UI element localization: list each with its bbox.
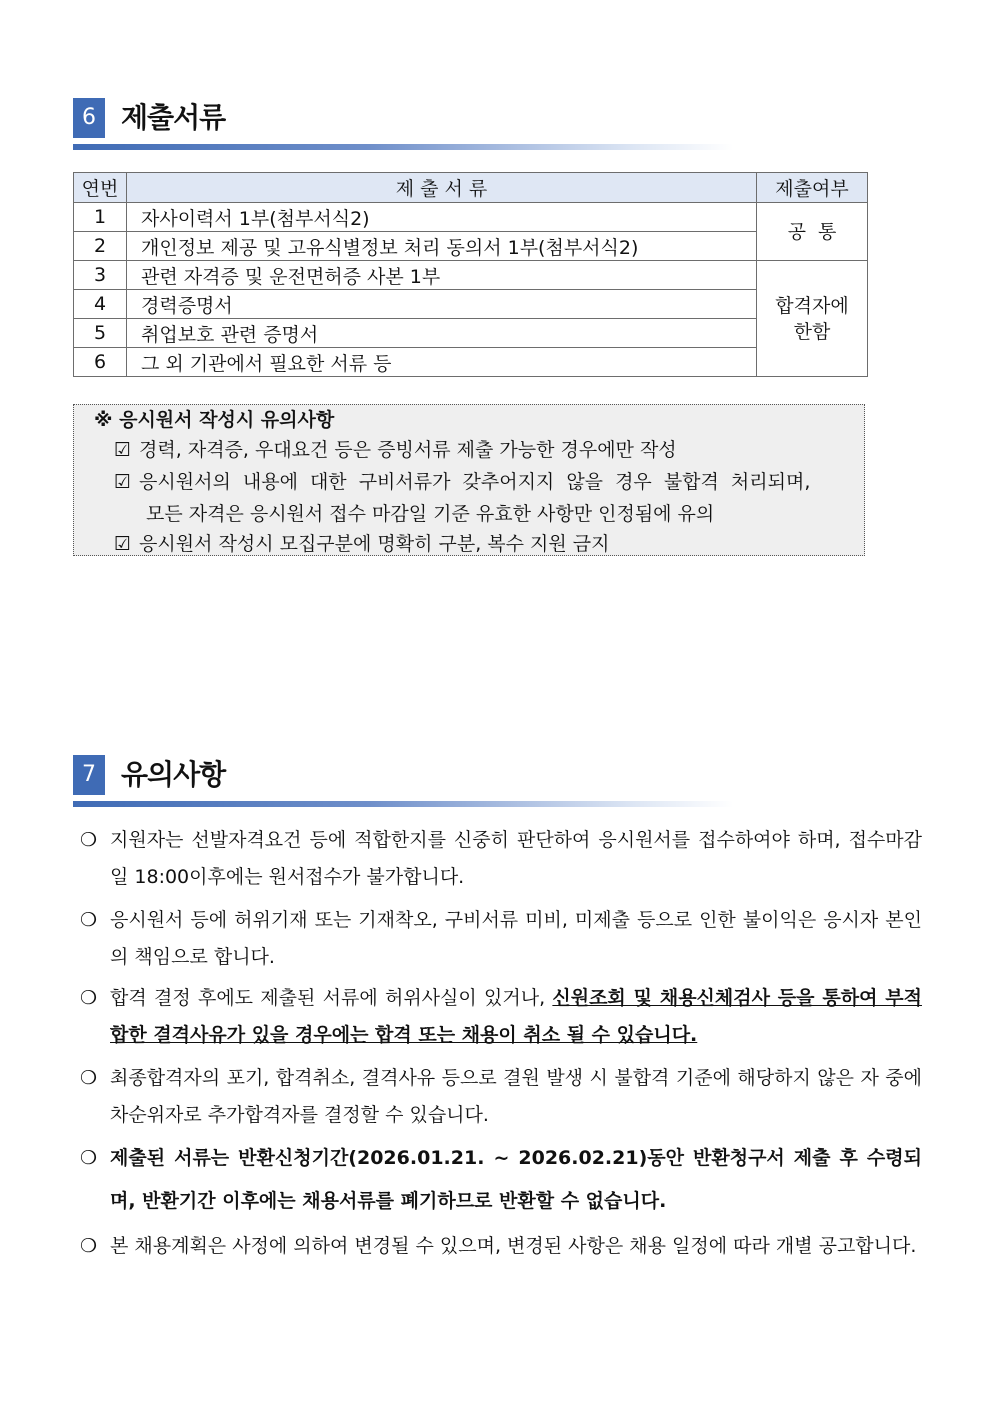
precaution-item — [80, 980, 922, 1054]
precaution-item — [80, 902, 922, 976]
submission-pass-only — [757, 261, 868, 377]
submission-common: 공 통 — [757, 203, 868, 261]
header-number: 연번 — [74, 173, 127, 203]
notes-item — [114, 435, 677, 465]
row-number: 2 — [74, 232, 127, 261]
header-document: 제 출 서 류 — [127, 173, 757, 203]
precaution-text: 지원자는 선발자격요건 등에 적합한지를 신중히 판단하여 응시원서를 접수하여야 하며, 접수마감일 18:00이후에는 원서접수가 불가합니다. — [110, 829, 922, 888]
table-row — [74, 290, 868, 319]
notes-item-text: 경력, 자격증, 우대요건 등은 증빙서류 제출 가능한 경우에만 작성 — [139, 439, 677, 461]
row-number: 3 — [74, 261, 127, 290]
section-title: 제출서류 — [121, 101, 226, 134]
header-submission: 제출여부 — [757, 173, 868, 203]
row-number: 6 — [74, 348, 127, 377]
submission-pass-line2: 한함 — [793, 320, 831, 343]
row-document: 개인정보 제공 및 고유식별정보 처리 동의서 1부(첨부서식2) — [127, 232, 757, 261]
precaution-text-emphasis: 신원조회 및 채용신체검사 등을 통하여 부적합한 결격사유가 있을 경우에는 합격 또는 채용이 취소 될 수 있습니다. — [110, 987, 922, 1046]
table-row — [74, 319, 868, 348]
checkbox-icon: ☑ — [114, 471, 132, 493]
notes-item-text: 응시원서 작성시 모집구분에 명확히 구분, 복수 지원 금지 — [139, 533, 610, 555]
notes-item — [114, 529, 610, 559]
section-rule — [73, 801, 733, 807]
table-header-row — [74, 173, 868, 203]
documents-table — [73, 172, 868, 377]
notes-item — [114, 467, 856, 497]
section-number: 7 — [73, 755, 105, 795]
section-number: 6 — [73, 98, 105, 138]
row-document: 그 외 기관에서 필요한 서류 등 — [127, 348, 757, 377]
circle-bullet-icon: ❍ — [80, 909, 98, 931]
precaution-text: 제출된 서류는 반환신청기간(2026.01.21. ~ 2026.02.21)동안 반환청구서 제출 후 수령되며, 반환기간 이후에는 채용서류를 폐기하므로 반환할 수 없습니다. — [110, 1147, 922, 1212]
row-number: 4 — [74, 290, 127, 319]
row-document: 관련 자격증 및 운전면허증 사본 1부 — [127, 261, 757, 290]
row-document: 취업보호 관련 증명서 — [127, 319, 757, 348]
row-number: 5 — [74, 319, 127, 348]
row-document: 자사이력서 1부(첨부서식2) — [127, 203, 757, 232]
section-title: 유의사항 — [121, 758, 226, 791]
precaution-text-plain: 합격 결정 후에도 제출된 서류에 허위사실이 있거나, — [110, 987, 553, 1009]
notes-item-continuation: 모든 자격은 응시원서 접수 마감일 기준 유효한 사항만 인정됨에 유의 — [146, 503, 715, 525]
checkbox-icon: ☑ — [114, 439, 132, 461]
table-row — [74, 348, 868, 377]
circle-bullet-icon: ❍ — [80, 1235, 98, 1257]
section-rule — [73, 144, 733, 150]
notes-item-text: 응시원서의 내용에 대한 구비서류가 갖추어지지 않을 경우 불합격 처리되며, — [139, 471, 811, 493]
precaution-text: 최종합격자의 포기, 합격취소, 결격사유 등으로 결원 발생 시 불합격 기준에 해당하지 않은 자 중에 차순위자로 추가합격자를 결정할 수 있습니다. — [110, 1067, 922, 1126]
precaution-item — [80, 822, 922, 896]
precaution-text — [80, 980, 922, 1054]
precaution-item — [80, 1060, 922, 1134]
precaution-item — [80, 1228, 922, 1265]
submission-pass-line1: 합격자에 — [775, 294, 849, 317]
row-number: 1 — [74, 203, 127, 232]
notes-title: ※ 응시원서 작성시 유의사항 — [94, 409, 335, 431]
circle-bullet-icon: ❍ — [80, 1067, 98, 1089]
row-document: 경력증명서 — [127, 290, 757, 319]
application-notes-box — [73, 404, 865, 556]
table-row — [74, 203, 868, 232]
checkbox-icon: ☑ — [114, 533, 132, 555]
circle-bullet-icon: ❍ — [80, 1147, 98, 1169]
table-row — [74, 232, 868, 261]
table-row — [74, 261, 868, 290]
circle-bullet-icon: ❍ — [80, 829, 98, 851]
circle-bullet-icon: ❍ — [80, 987, 98, 1009]
precaution-item — [80, 1137, 922, 1223]
precaution-text: 본 채용계획은 사정에 의하여 변경될 수 있으며, 변경된 사항은 채용 일정에 따라 개별 공고합니다. — [110, 1235, 917, 1257]
precaution-text: 응시원서 등에 허위기재 또는 기재착오, 구비서류 미비, 미제출 등으로 인한 불이익은 응시자 본인의 책임으로 합니다. — [110, 909, 922, 968]
